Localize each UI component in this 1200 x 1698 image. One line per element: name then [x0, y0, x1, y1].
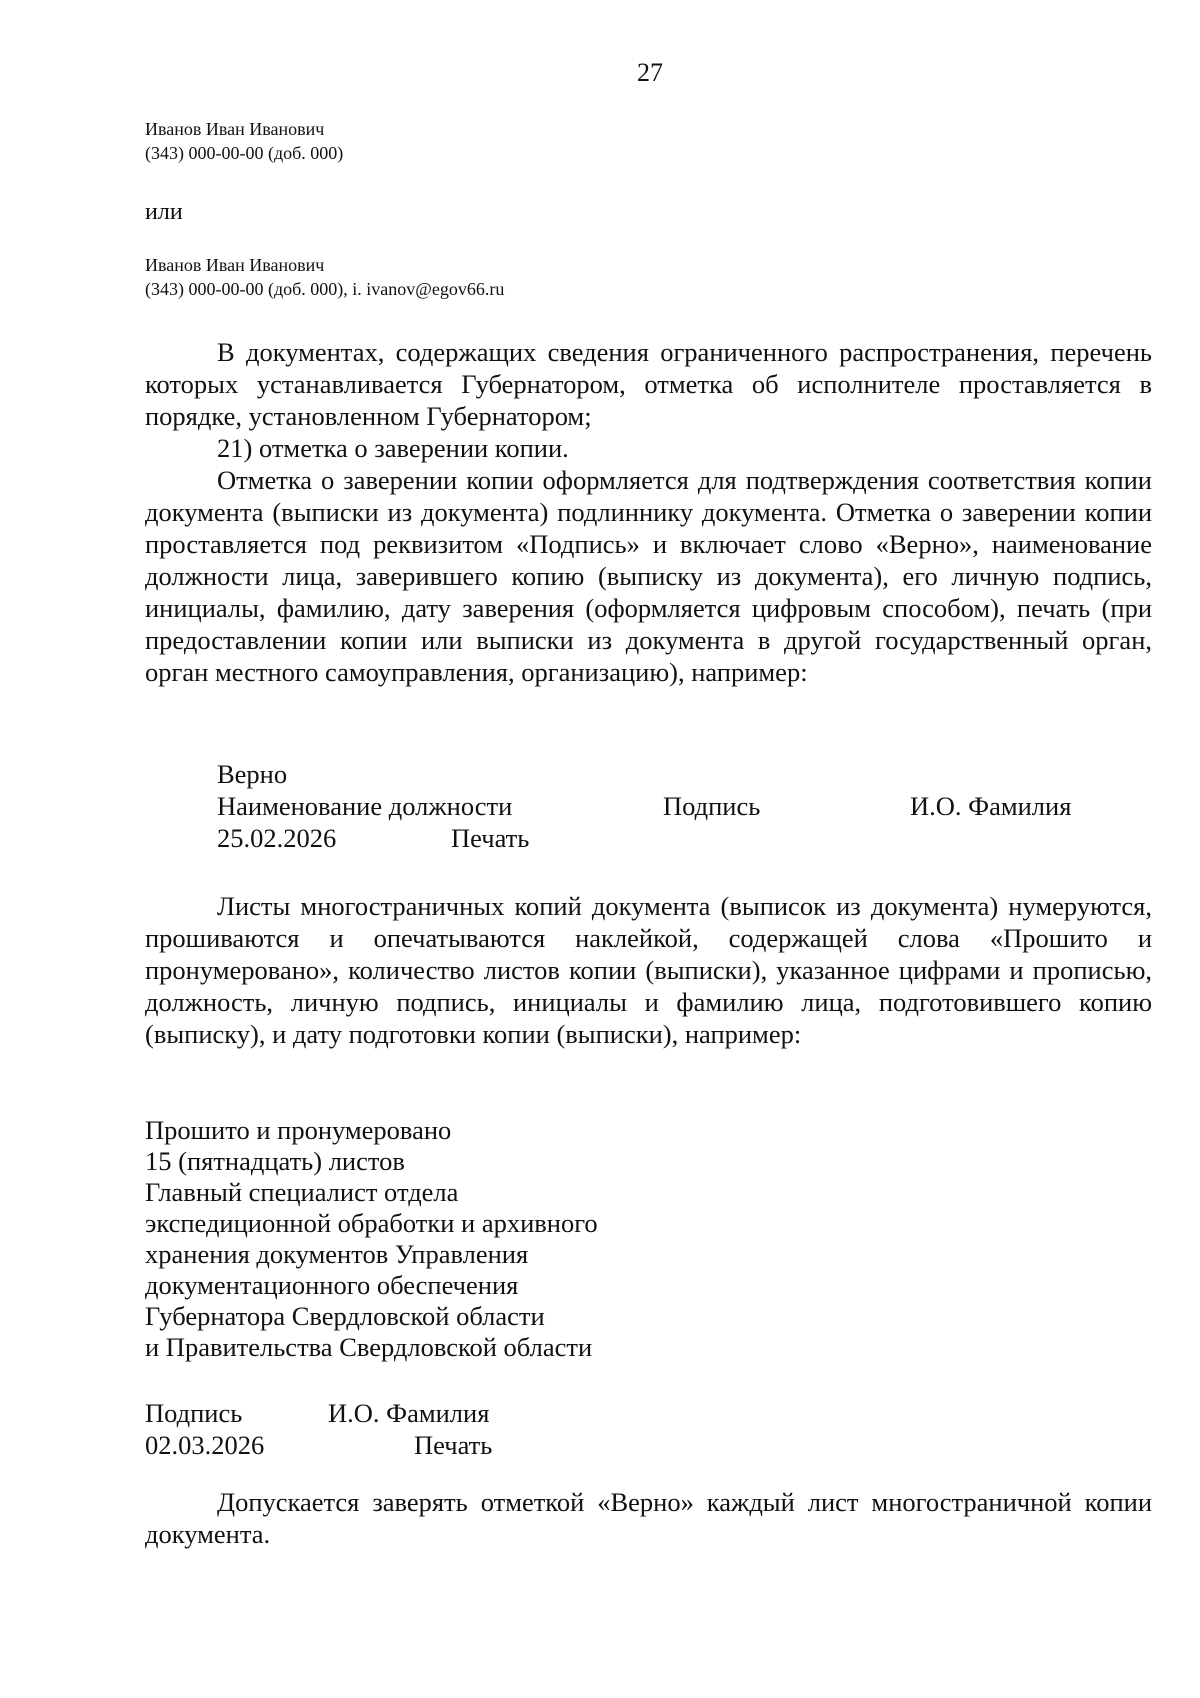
paragraph-text: 21) отметка о заверении копии. [217, 433, 569, 463]
example-verno: Верно [217, 759, 288, 789]
stitching-stamp: Печать [414, 1430, 493, 1460]
paragraph-text: Допускается заверять отметкой «Верно» каждый лист многостраничной копии документа. [145, 1487, 1152, 1549]
or-separator: или [145, 199, 183, 225]
contact-phone-email: (343) 000-00-00 (доб. 000), i. ivanov@egov66.ru [145, 279, 505, 299]
stitching-line: Главный специалист отдела [145, 1177, 459, 1207]
paragraph-text: В документах, содержащих сведения ограниченного распространения, перечень которых устанавливается Губернатором, отметка об исполнителе проставляется в порядке, установленном Губернатором; [145, 337, 1152, 431]
example-position: Наименование должности [217, 791, 513, 821]
contact-phone: (343) 000-00-00 (доб. 000) [145, 143, 344, 163]
stitching-name: И.О. Фамилия [328, 1398, 490, 1428]
paragraph-text: Листы многостраничных копий документа (выписок из документа) нумеруются, прошиваются и опечатываются наклейкой, содержащей слова «Прошито и пронумеровано», количество листов копии (выписки), указанное цифрами и прописью, должность, личную подпись, инициалы и фамилию лица, подготовившего копию (выписку), и дату подготовки копии (выписки), например: [145, 891, 1152, 1049]
stitching-line: документационного обеспечения [145, 1270, 519, 1300]
paragraph-each-sheet [145, 1486, 1152, 1550]
contact-name-alt: Иванов Иван Иванович [145, 255, 325, 275]
contact-name: Иванов Иван Иванович [145, 119, 325, 139]
paragraph-restricted-docs [145, 336, 1152, 432]
stitching-signature: Подпись [145, 1398, 243, 1428]
example-name: И.О. Фамилия [910, 791, 1072, 821]
stitching-label-block [145, 1115, 598, 1363]
paragraph-item-21 [145, 432, 1152, 464]
paragraph-copy-certification [145, 464, 1152, 688]
stitching-line: 15 (пятнадцать) листов [145, 1146, 405, 1176]
stitching-line: и Правительства Свердловской области [145, 1332, 593, 1362]
paragraph-multipage-copies [145, 890, 1152, 1050]
example-stamp: Печать [451, 823, 530, 853]
stitching-line: экспедиционной обработки и архивного [145, 1208, 598, 1238]
stitching-date: 02.03.2026 [145, 1430, 265, 1460]
example-signature: Подпись [663, 791, 761, 821]
example-date: 25.02.2026 [217, 823, 337, 853]
paragraph-text: Отметка о заверении копии оформляется для подтверждения соответствия копии документа (выписки из документа) подлиннику документа. Отметка о заверении копии проставляется под реквизитом «Подпись» и включает слово «Верно», наименование должности лица, заверившего копию (выписку из документа), его личную подпись, инициалы, фамилию, дату заверения (оформляется цифровым способом), печать (при предоставлении копии или выписки из документа в другой государственный орган, орган местного самоуправления, организацию), например: [145, 465, 1152, 687]
page-number: 27 [637, 58, 663, 87]
stitching-line: хранения документов Управления [145, 1239, 529, 1269]
stitching-line: Губернатора Свердловской области [145, 1301, 545, 1331]
stitching-line: Прошито и пронумеровано [145, 1115, 452, 1145]
